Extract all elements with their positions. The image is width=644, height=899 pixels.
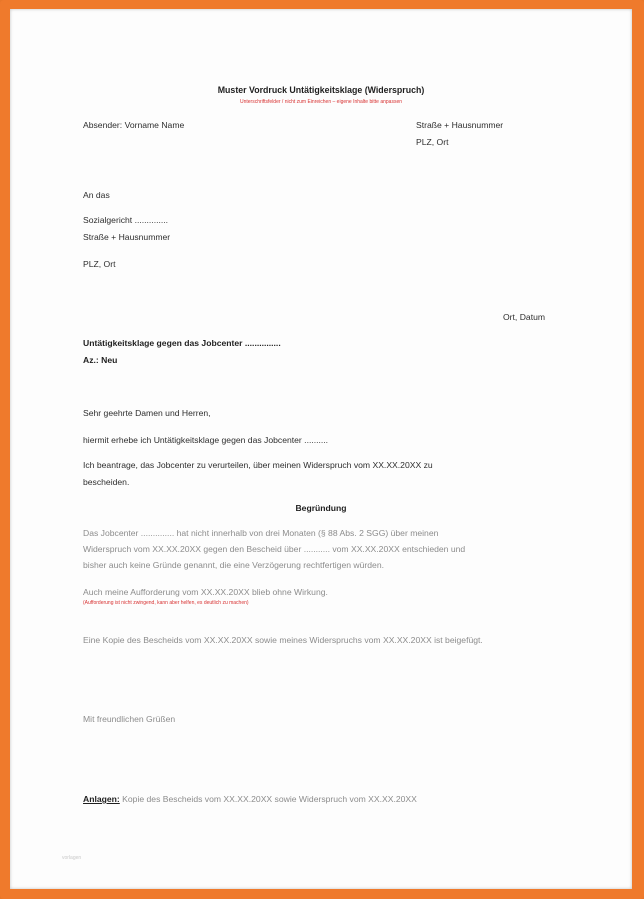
sender-street: Straße + Hausnummer <box>416 120 504 130</box>
subtitle-note: Unterschriftsfelder / nicht zum Einreichen – eigene Inhalte bitte anpassen <box>239 99 403 105</box>
attachments-row <box>83 795 417 805</box>
reminder-note: (Aufforderung ist nicht zwingend, kann aber helfen, es deutlich zu machen) <box>83 600 249 606</box>
heading-reason: Begründung <box>295 503 347 513</box>
closing-greeting: Mit freundlichen Grüßen <box>83 714 176 724</box>
reason-line1: Das Jobcenter .............. hat nicht innerhalb von drei Monaten (§ 88 Abs. 2 SGG) über meinen <box>83 528 439 538</box>
attachments-label: Anlagen: <box>83 794 120 804</box>
salutation: Sehr geehrte Damen und Herren, <box>83 408 211 418</box>
attachments-text: Kopie des Bescheids vom XX.XX.20XX sowie Widerspruch vom XX.XX.20XX <box>122 794 417 804</box>
recipient-city: PLZ, Ort <box>83 259 116 269</box>
recipient-label: An das <box>83 190 110 200</box>
sender-city: PLZ, Ort <box>416 137 449 147</box>
recipient-court: Sozialgericht .............. <box>83 215 169 225</box>
paragraph-claim: hiermit erhebe ich Untätigkeitsklage gegen das Jobcenter .......... <box>83 435 329 445</box>
file-reference: Az.: Neu <box>83 355 118 365</box>
document-page <box>10 9 632 889</box>
corner-watermark: vorlagen <box>62 855 82 861</box>
reminder-line: Auch meine Aufforderung vom XX.XX.20XX blieb ohne Wirkung. <box>83 587 328 597</box>
paragraph-request-line1: Ich beantrage, das Jobcenter zu verurteilen, über meinen Widerspruch vom XX.XX.20XX zu <box>83 460 433 470</box>
recipient-street: Straße + Hausnummer <box>83 232 171 242</box>
subject-line: Untätigkeitsklage gegen das Jobcenter ............... <box>83 338 281 348</box>
paragraph-request-line2: bescheiden. <box>83 477 130 487</box>
place-date: Ort, Datum <box>503 312 546 322</box>
sender-name: Absender: Vorname Name <box>83 120 185 130</box>
reason-line2: Widerspruch vom XX.XX.20XX gegen den Bescheid über ........... vom XX.XX.20XX entschieden und <box>83 544 466 554</box>
document-title: Muster Vordruck Untätigkeitsklage (Widerspruch) <box>217 85 425 95</box>
reason-line3: bisher auch keine Gründe genannt, die eine Verzögerung rechtfertigen würden. <box>83 560 384 570</box>
attachment-copy-line: Eine Kopie des Bescheids vom XX.XX.20XX sowie meines Widerspruchs vom XX.XX.20XX ist beigefügt. <box>83 635 483 645</box>
